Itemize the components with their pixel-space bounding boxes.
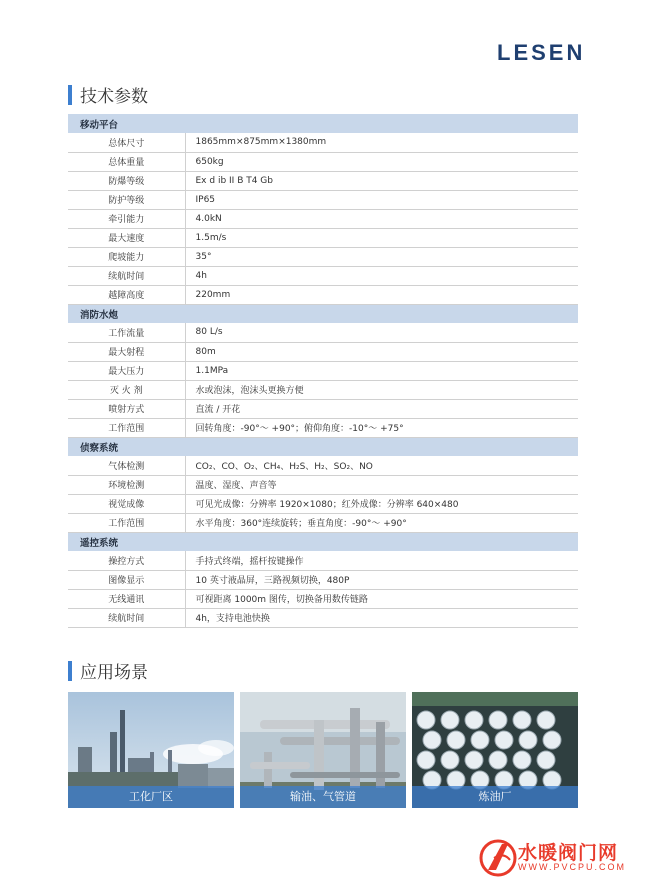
spec-group-title: 遥控系统 [68,532,578,551]
spec-value: 4h [185,266,578,285]
storage-tank [519,731,537,749]
spec-key: 防护等级 [68,190,185,209]
spec-group-header [68,532,578,551]
spec-row [68,361,578,380]
spec-table [68,114,578,628]
spec-key: 图像显示 [68,570,185,589]
spec-row [68,399,578,418]
spec-value: 1.1MPa [185,361,578,380]
storage-tank [441,751,459,769]
spec-row [68,456,578,475]
spec-key: 最大速度 [68,228,185,247]
spec-value: 1865mm×875mm×1380mm [185,133,578,152]
spec-row [68,228,578,247]
watermark-title: 水暖阀门网 [518,842,619,864]
spec-value: 手持式终端，摇杆按键操作 [185,551,578,570]
spec-value: 回转角度：-90°～ +90°；俯仰角度：-10°～ +75° [185,418,578,437]
scene-caption: 炼油厂 [412,786,578,808]
spec-value: Ex d ib II B T4 Gb [185,171,578,190]
storage-tank [465,711,483,729]
storage-tank [537,711,555,729]
spec-value: CO₂、CO、O₂、CH₄、H₂S、H₂、SO₂、NO [185,456,578,475]
spec-key: 操控方式 [68,551,185,570]
spec-value: 650kg [185,152,578,171]
spec-row [68,209,578,228]
scene-gallery [68,692,578,808]
spec-row [68,570,578,589]
spec-group-title: 消防水炮 [68,304,578,323]
spec-key: 工作流量 [68,323,185,342]
storage-tank [423,731,441,749]
spec-row [68,133,578,152]
spec-value: 220mm [185,285,578,304]
spec-key: 续航时间 [68,608,185,627]
spec-value: 4.0kN [185,209,578,228]
spec-value: 80m [185,342,578,361]
spec-key: 喷射方式 [68,399,185,418]
storage-tank [543,731,561,749]
scene-photo-refinery [412,692,578,808]
spec-value: 4h，支持电池快换 [185,608,578,627]
spec-row [68,285,578,304]
storage-tank [489,751,507,769]
watermark-url: WWW.PVCPU.COM [518,862,626,872]
spec-row [68,190,578,209]
spec-value: 温度、湿度、声音等 [185,475,578,494]
watermark-logo-icon [478,836,518,880]
spec-value: 直流 / 开花 [185,399,578,418]
spec-group-title: 移动平台 [68,114,578,133]
spec-row [68,494,578,513]
spec-row [68,152,578,171]
spec-value: 可见光成像：分辨率 1920×1080；红外成像：分辨率 640×480 [185,494,578,513]
spec-row [68,323,578,342]
spec-key: 总体尺寸 [68,133,185,152]
section-specs-title: 技术参数 [80,87,148,107]
spec-key: 牵引能力 [68,209,185,228]
spec-key: 灭 火 剂 [68,380,185,399]
spec-row [68,266,578,285]
storage-tank [489,711,507,729]
spec-value: 水平角度：360°连续旋转；垂直角度：-90°～ +90° [185,513,578,532]
storage-tank [417,711,435,729]
brand-logo: LESEN [497,40,586,65]
storage-tank [471,731,489,749]
storage-tank [495,731,513,749]
spec-row [68,513,578,532]
storage-tank [537,751,555,769]
spec-value: 35° [185,247,578,266]
spec-row [68,418,578,437]
scene-photo-chemical-plant [68,692,234,808]
scene-photo-pipeline [240,692,406,808]
spec-value: 10 英寸液晶屏，三路视频切换，480P [185,570,578,589]
spec-key: 无线通讯 [68,589,185,608]
spec-row [68,551,578,570]
storage-tank [513,751,531,769]
storage-tank [417,751,435,769]
spec-row [68,380,578,399]
spec-key: 最大压力 [68,361,185,380]
spec-key: 总体重量 [68,152,185,171]
spec-key: 爬坡能力 [68,247,185,266]
watermark [478,832,650,882]
spec-group-header [68,437,578,456]
scene-caption: 输油、气管道 [240,786,406,808]
section-scenes-title: 应用场景 [80,663,148,683]
spec-value: 可视距离 1000m 图传，切换备用数传链路 [185,589,578,608]
spec-key: 工作范围 [68,513,185,532]
storage-tank [447,731,465,749]
spec-row [68,475,578,494]
spec-key: 气体检测 [68,456,185,475]
section-specs-heading [68,82,148,107]
spec-row [68,342,578,361]
spec-key: 视觉成像 [68,494,185,513]
section-bar [68,661,72,681]
section-bar [68,85,72,105]
scene-caption: 工化厂区 [68,786,234,808]
spec-key: 续航时间 [68,266,185,285]
spec-group-header [68,304,578,323]
spec-key: 工作范围 [68,418,185,437]
spec-value: 80 L/s [185,323,578,342]
spec-value: IP65 [185,190,578,209]
spec-key: 防爆等级 [68,171,185,190]
spec-group-header [68,114,578,133]
storage-tank [465,751,483,769]
spec-key: 环境检测 [68,475,185,494]
spec-value: 水或泡沫，泡沫头更换方便 [185,380,578,399]
spec-key: 最大射程 [68,342,185,361]
section-scenes-heading [68,658,148,683]
spec-row [68,589,578,608]
spec-row [68,247,578,266]
spec-row [68,171,578,190]
spec-row [68,608,578,627]
spec-key: 越障高度 [68,285,185,304]
spec-group-title: 侦察系统 [68,437,578,456]
storage-tank [513,711,531,729]
storage-tank [441,711,459,729]
spec-value: 1.5m/s [185,228,578,247]
